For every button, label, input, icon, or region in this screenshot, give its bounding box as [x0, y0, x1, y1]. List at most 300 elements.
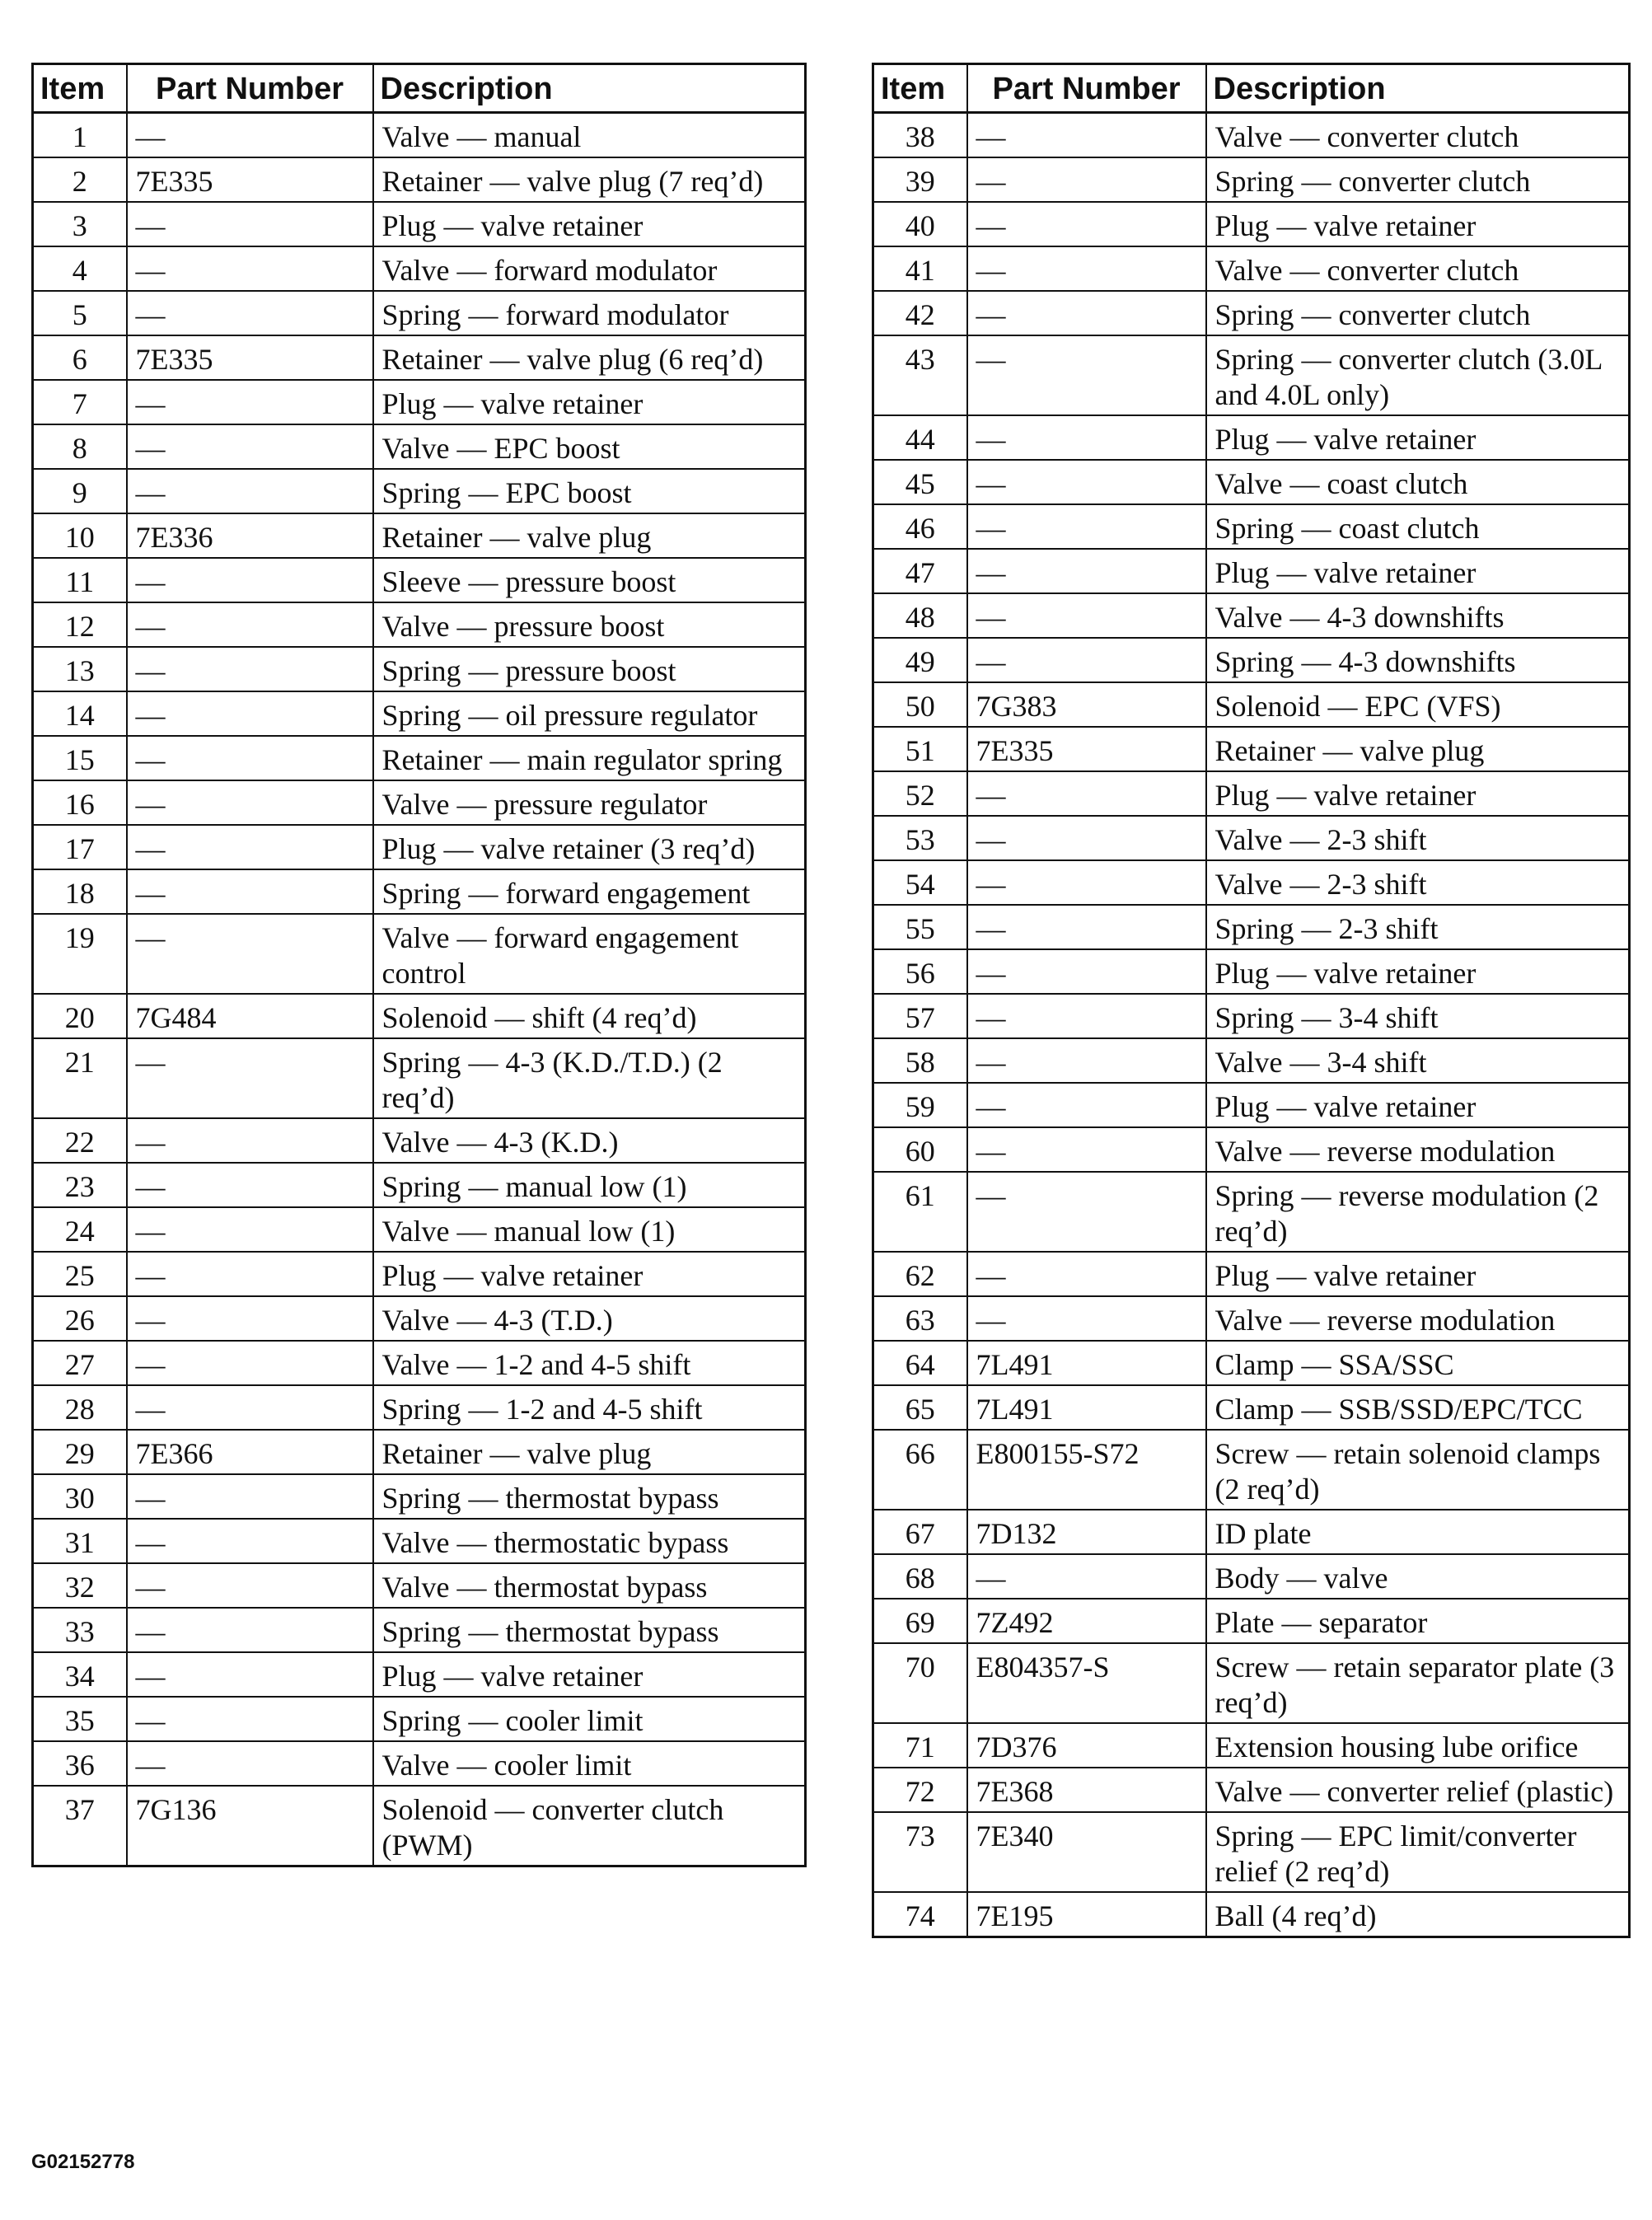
description-cell: Spring — forward modulator	[373, 291, 806, 335]
table-row	[873, 1892, 1630, 1937]
description-cell: Plug — valve retainer	[1206, 549, 1630, 593]
description-cell: Spring — 3-4 shift	[1206, 994, 1630, 1038]
table-row	[33, 1163, 806, 1207]
description-cell: Plug — valve retainer	[1206, 202, 1630, 246]
item-cell: 24	[33, 1207, 127, 1252]
description-cell: Spring — EPC limit/converter relief (2 req’d)	[1206, 1812, 1630, 1892]
item-cell: 7	[33, 380, 127, 424]
part-number-cell: E800155-S72	[967, 1430, 1206, 1510]
part-number-cell: —	[967, 1296, 1206, 1341]
table-row	[33, 157, 806, 202]
part-number-cell: —	[967, 1083, 1206, 1127]
table-row	[873, 1510, 1630, 1554]
part-number-cell: —	[127, 1341, 373, 1385]
part-number-cell: 7D376	[967, 1723, 1206, 1768]
description-cell: Valve — EPC boost	[373, 424, 806, 469]
item-cell: 6	[33, 335, 127, 380]
description-cell: Plug — valve retainer	[373, 1252, 806, 1296]
table-row	[33, 335, 806, 380]
description-cell: ID plate	[1206, 1510, 1630, 1554]
item-cell: 18	[33, 869, 127, 914]
part-number-header: Part Number	[127, 64, 373, 113]
table-row	[873, 1083, 1630, 1127]
part-number-cell: —	[127, 1741, 373, 1786]
part-number-cell: —	[127, 780, 373, 825]
part-number-cell: —	[967, 291, 1206, 335]
item-cell: 39	[873, 157, 967, 202]
description-cell: Ball (4 req’d)	[1206, 1892, 1630, 1937]
description-cell: Spring — cooler limit	[373, 1697, 806, 1741]
item-cell: 72	[873, 1768, 967, 1812]
item-cell: 73	[873, 1812, 967, 1892]
part-number-cell: —	[127, 1296, 373, 1341]
item-cell: 2	[33, 157, 127, 202]
part-number-cell: —	[967, 593, 1206, 638]
part-number-cell: —	[967, 816, 1206, 860]
description-cell: Spring — thermostat bypass	[373, 1608, 806, 1652]
part-number-cell: —	[967, 1172, 1206, 1252]
table-row	[33, 1741, 806, 1786]
item-cell: 5	[33, 291, 127, 335]
item-cell: 21	[33, 1038, 127, 1118]
item-cell: 54	[873, 860, 967, 905]
item-cell: 67	[873, 1510, 967, 1554]
description-cell: Valve — forward modulator	[373, 246, 806, 291]
table-row	[873, 638, 1630, 682]
description-cell: Valve — converter clutch	[1206, 113, 1630, 158]
table-row	[33, 1563, 806, 1608]
table-row	[873, 593, 1630, 638]
part-number-cell: —	[127, 602, 373, 647]
table-row	[873, 1723, 1630, 1768]
item-cell: 56	[873, 949, 967, 994]
description-cell: Valve — 4-3 (T.D.)	[373, 1296, 806, 1341]
item-cell: 50	[873, 682, 967, 727]
part-number-cell: E804357-S	[967, 1643, 1206, 1723]
item-cell: 71	[873, 1723, 967, 1768]
part-number-cell: —	[967, 460, 1206, 504]
part-number-cell: —	[127, 1163, 373, 1207]
table-row	[873, 1599, 1630, 1643]
part-number-cell: 7L491	[967, 1341, 1206, 1385]
description-cell: Plug — valve retainer	[1206, 415, 1630, 460]
table-row	[873, 415, 1630, 460]
part-number-cell: —	[967, 949, 1206, 994]
description-cell: Valve — 1-2 and 4-5 shift	[373, 1341, 806, 1385]
description-cell: Spring — converter clutch	[1206, 291, 1630, 335]
item-cell: 62	[873, 1252, 967, 1296]
item-cell: 27	[33, 1341, 127, 1385]
table-row	[873, 1643, 1630, 1723]
part-number-cell: 7G136	[127, 1786, 373, 1866]
item-cell: 35	[33, 1697, 127, 1741]
description-cell: Plate — separator	[1206, 1599, 1630, 1643]
table-row	[873, 1341, 1630, 1385]
table-row	[33, 1430, 806, 1474]
description-cell: Valve — coast clutch	[1206, 460, 1630, 504]
item-cell: 58	[873, 1038, 967, 1083]
item-cell: 28	[33, 1385, 127, 1430]
part-number-cell: 7E366	[127, 1430, 373, 1474]
item-cell: 38	[873, 113, 967, 158]
item-cell: 74	[873, 1892, 967, 1937]
table-row	[873, 727, 1630, 771]
description-cell: Plug — valve retainer	[373, 202, 806, 246]
part-number-cell: —	[127, 246, 373, 291]
part-number-cell: —	[127, 1207, 373, 1252]
header-row	[873, 64, 1630, 113]
part-number-cell: —	[127, 647, 373, 691]
item-cell: 66	[873, 1430, 967, 1510]
item-cell: 57	[873, 994, 967, 1038]
item-cell: 53	[873, 816, 967, 860]
part-number-cell: —	[967, 905, 1206, 949]
part-number-cell: —	[127, 380, 373, 424]
description-cell: Valve — reverse modulation	[1206, 1127, 1630, 1172]
part-number-cell: —	[967, 504, 1206, 549]
part-number-cell: —	[967, 246, 1206, 291]
description-cell: Clamp — SSA/SSC	[1206, 1341, 1630, 1385]
part-number-cell: —	[967, 113, 1206, 158]
description-header: Description	[1206, 64, 1630, 113]
table-row	[33, 1786, 806, 1866]
table-row	[873, 682, 1630, 727]
header-row	[33, 64, 806, 113]
description-cell: Solenoid — EPC (VFS)	[1206, 682, 1630, 727]
part-number-cell: —	[127, 691, 373, 736]
item-cell: 16	[33, 780, 127, 825]
description-cell: Retainer — valve plug (6 req’d)	[373, 335, 806, 380]
part-number-cell: 7E336	[127, 513, 373, 558]
description-cell: Spring — converter clutch	[1206, 157, 1630, 202]
table-row	[33, 202, 806, 246]
item-cell: 64	[873, 1341, 967, 1385]
description-cell: Valve — 3-4 shift	[1206, 1038, 1630, 1083]
part-number-cell: —	[127, 1697, 373, 1741]
description-cell: Spring — converter clutch (3.0L and 4.0L only)	[1206, 335, 1630, 415]
item-cell: 13	[33, 647, 127, 691]
description-header: Description	[373, 64, 806, 113]
item-header: Item	[33, 64, 127, 113]
part-number-cell: —	[127, 869, 373, 914]
table-row	[33, 1608, 806, 1652]
description-cell: Retainer — valve plug	[373, 1430, 806, 1474]
item-cell: 36	[33, 1741, 127, 1786]
part-number-cell: —	[127, 113, 373, 158]
item-cell: 48	[873, 593, 967, 638]
table-row	[33, 1341, 806, 1385]
description-cell: Plug — valve retainer	[1206, 1083, 1630, 1127]
table-row	[33, 1252, 806, 1296]
item-cell: 3	[33, 202, 127, 246]
item-cell: 20	[33, 994, 127, 1038]
description-cell: Spring — thermostat bypass	[373, 1474, 806, 1519]
table-row	[33, 1038, 806, 1118]
item-cell: 52	[873, 771, 967, 816]
table-row	[873, 905, 1630, 949]
table-row	[873, 157, 1630, 202]
description-cell: Spring — manual low (1)	[373, 1163, 806, 1207]
description-cell: Plug — valve retainer	[373, 380, 806, 424]
item-cell: 59	[873, 1083, 967, 1127]
item-cell: 9	[33, 469, 127, 513]
part-number-cell: —	[967, 1127, 1206, 1172]
table-row	[33, 736, 806, 780]
description-cell: Screw — retain separator plate (3 req’d)	[1206, 1643, 1630, 1723]
table-row	[33, 825, 806, 869]
table-row	[873, 202, 1630, 246]
part-number-header: Part Number	[967, 64, 1206, 113]
item-cell: 61	[873, 1172, 967, 1252]
description-cell: Valve — thermostatic bypass	[373, 1519, 806, 1563]
item-cell: 29	[33, 1430, 127, 1474]
description-cell: Valve — cooler limit	[373, 1741, 806, 1786]
table-row	[33, 1385, 806, 1430]
part-number-cell: 7E195	[967, 1892, 1206, 1937]
item-cell: 69	[873, 1599, 967, 1643]
item-cell: 23	[33, 1163, 127, 1207]
item-cell: 46	[873, 504, 967, 549]
table-row	[873, 549, 1630, 593]
table-row	[33, 1652, 806, 1697]
item-cell: 37	[33, 1786, 127, 1866]
part-number-cell: —	[967, 771, 1206, 816]
table-row	[33, 513, 806, 558]
part-number-cell: —	[967, 994, 1206, 1038]
part-number-cell: 7E368	[967, 1768, 1206, 1812]
item-cell: 40	[873, 202, 967, 246]
part-number-cell: —	[127, 1563, 373, 1608]
part-number-cell: —	[967, 860, 1206, 905]
table-row	[873, 994, 1630, 1038]
item-cell: 8	[33, 424, 127, 469]
description-cell: Valve — thermostat bypass	[373, 1563, 806, 1608]
table-row	[33, 1697, 806, 1741]
description-cell: Spring — 1-2 and 4-5 shift	[373, 1385, 806, 1430]
description-cell: Spring — 4-3 (K.D./T.D.) (2 req’d)	[373, 1038, 806, 1118]
table-row	[33, 113, 806, 158]
table-row	[873, 1038, 1630, 1083]
part-number-cell: —	[967, 1252, 1206, 1296]
table-row	[873, 949, 1630, 994]
part-number-cell: —	[127, 914, 373, 994]
description-cell: Valve — 2-3 shift	[1206, 816, 1630, 860]
part-number-cell: —	[127, 1252, 373, 1296]
part-number-cell: 7E335	[967, 727, 1206, 771]
item-cell: 42	[873, 291, 967, 335]
figure-code: G02152778	[31, 2151, 135, 2173]
table-row	[873, 113, 1630, 158]
description-cell: Valve — pressure boost	[373, 602, 806, 647]
part-number-cell: —	[127, 1608, 373, 1652]
item-cell: 10	[33, 513, 127, 558]
description-cell: Spring — 4-3 downshifts	[1206, 638, 1630, 682]
part-number-cell: —	[127, 424, 373, 469]
item-cell: 49	[873, 638, 967, 682]
table-row	[33, 1296, 806, 1341]
part-number-cell: —	[967, 335, 1206, 415]
description-cell: Spring — 2-3 shift	[1206, 905, 1630, 949]
table-row	[33, 1519, 806, 1563]
item-cell: 30	[33, 1474, 127, 1519]
part-number-cell: —	[127, 825, 373, 869]
item-cell: 15	[33, 736, 127, 780]
item-cell: 25	[33, 1252, 127, 1296]
description-cell: Retainer — valve plug (7 req’d)	[373, 157, 806, 202]
table-row	[33, 1474, 806, 1519]
parts-table-right	[872, 63, 1631, 1938]
part-number-cell: —	[967, 157, 1206, 202]
part-number-cell: —	[127, 1474, 373, 1519]
table-row	[33, 1207, 806, 1252]
item-cell: 47	[873, 549, 967, 593]
description-cell: Spring — pressure boost	[373, 647, 806, 691]
part-number-cell: —	[127, 1118, 373, 1163]
description-cell: Valve — 2-3 shift	[1206, 860, 1630, 905]
table-row	[873, 1768, 1630, 1812]
description-cell: Valve — converter relief (plastic)	[1206, 1768, 1630, 1812]
description-cell: Spring — oil pressure regulator	[373, 691, 806, 736]
parts-table-left	[31, 63, 807, 1867]
description-cell: Solenoid — shift (4 req’d)	[373, 994, 806, 1038]
part-number-cell: —	[967, 549, 1206, 593]
part-number-cell: 7E335	[127, 157, 373, 202]
item-cell: 43	[873, 335, 967, 415]
part-number-cell: 7E340	[967, 1812, 1206, 1892]
item-cell: 41	[873, 246, 967, 291]
description-cell: Valve — reverse modulation	[1206, 1296, 1630, 1341]
table-row	[873, 1430, 1630, 1510]
table-row	[33, 291, 806, 335]
item-cell: 45	[873, 460, 967, 504]
description-cell: Valve — manual low (1)	[373, 1207, 806, 1252]
table-row	[33, 1118, 806, 1163]
description-cell: Body — valve	[1206, 1554, 1630, 1599]
table-row	[33, 469, 806, 513]
item-cell: 31	[33, 1519, 127, 1563]
item-cell: 11	[33, 558, 127, 602]
item-cell: 12	[33, 602, 127, 647]
table-row	[33, 558, 806, 602]
table-row	[873, 504, 1630, 549]
table-row	[33, 647, 806, 691]
part-number-cell: 7G484	[127, 994, 373, 1038]
item-header: Item	[873, 64, 967, 113]
item-cell: 14	[33, 691, 127, 736]
description-cell: Valve — 4-3 (K.D.)	[373, 1118, 806, 1163]
table-row	[33, 994, 806, 1038]
item-cell: 4	[33, 246, 127, 291]
table-row	[33, 914, 806, 994]
item-cell: 60	[873, 1127, 967, 1172]
table-row	[873, 860, 1630, 905]
table-row	[33, 602, 806, 647]
part-number-cell: 7G383	[967, 682, 1206, 727]
part-number-cell: —	[967, 415, 1206, 460]
table-row	[873, 1127, 1630, 1172]
description-cell: Retainer — valve plug	[373, 513, 806, 558]
description-cell: Spring — forward engagement	[373, 869, 806, 914]
part-number-cell: —	[127, 1652, 373, 1697]
table-row	[873, 246, 1630, 291]
description-cell: Spring — coast clutch	[1206, 504, 1630, 549]
description-cell: Retainer — main regulator spring	[373, 736, 806, 780]
description-cell: Sleeve — pressure boost	[373, 558, 806, 602]
item-cell: 55	[873, 905, 967, 949]
part-number-cell: —	[127, 1385, 373, 1430]
part-number-cell: 7L491	[967, 1385, 1206, 1430]
item-cell: 32	[33, 1563, 127, 1608]
description-cell: Valve — pressure regulator	[373, 780, 806, 825]
description-cell: Clamp — SSB/SSD/EPC/TCC	[1206, 1385, 1630, 1430]
table-row	[873, 1252, 1630, 1296]
item-cell: 65	[873, 1385, 967, 1430]
table-row	[873, 335, 1630, 415]
part-number-cell: 7E335	[127, 335, 373, 380]
table-row	[873, 1385, 1630, 1430]
item-cell: 22	[33, 1118, 127, 1163]
description-cell: Valve — manual	[373, 113, 806, 158]
part-number-cell: —	[127, 736, 373, 780]
item-cell: 44	[873, 415, 967, 460]
description-cell: Valve — forward engagement control	[373, 914, 806, 994]
description-cell: Retainer — valve plug	[1206, 727, 1630, 771]
table-row	[873, 1812, 1630, 1892]
description-cell: Valve — 4-3 downshifts	[1206, 593, 1630, 638]
item-cell: 33	[33, 1608, 127, 1652]
table-row	[873, 291, 1630, 335]
description-cell: Plug — valve retainer (3 req’d)	[373, 825, 806, 869]
table-row	[873, 771, 1630, 816]
part-number-cell: 7Z492	[967, 1599, 1206, 1643]
table-row	[33, 424, 806, 469]
part-number-cell: —	[127, 558, 373, 602]
table-row	[33, 380, 806, 424]
part-number-cell: —	[967, 1554, 1206, 1599]
description-cell: Spring — EPC boost	[373, 469, 806, 513]
part-number-cell: —	[127, 1038, 373, 1118]
item-cell: 26	[33, 1296, 127, 1341]
table-row	[873, 1296, 1630, 1341]
description-cell: Plug — valve retainer	[1206, 1252, 1630, 1296]
item-cell: 19	[33, 914, 127, 994]
table-row	[33, 691, 806, 736]
item-cell: 34	[33, 1652, 127, 1697]
description-cell: Plug — valve retainer	[373, 1652, 806, 1697]
description-cell: Valve — converter clutch	[1206, 246, 1630, 291]
description-cell: Spring — reverse modulation (2 req’d)	[1206, 1172, 1630, 1252]
table-row	[33, 869, 806, 914]
part-number-cell: —	[967, 638, 1206, 682]
table-row	[33, 246, 806, 291]
part-number-cell: 7D132	[967, 1510, 1206, 1554]
part-number-cell: —	[967, 1038, 1206, 1083]
item-cell: 63	[873, 1296, 967, 1341]
part-number-cell: —	[127, 1519, 373, 1563]
description-cell: Plug — valve retainer	[1206, 949, 1630, 994]
table-row	[33, 780, 806, 825]
part-number-cell: —	[127, 469, 373, 513]
item-cell: 17	[33, 825, 127, 869]
part-number-cell: —	[127, 291, 373, 335]
item-cell: 70	[873, 1643, 967, 1723]
table-row	[873, 1172, 1630, 1252]
description-cell: Screw — retain solenoid clamps (2 req’d)	[1206, 1430, 1630, 1510]
item-cell: 68	[873, 1554, 967, 1599]
part-number-cell: —	[967, 202, 1206, 246]
item-cell: 51	[873, 727, 967, 771]
description-cell: Plug — valve retainer	[1206, 771, 1630, 816]
